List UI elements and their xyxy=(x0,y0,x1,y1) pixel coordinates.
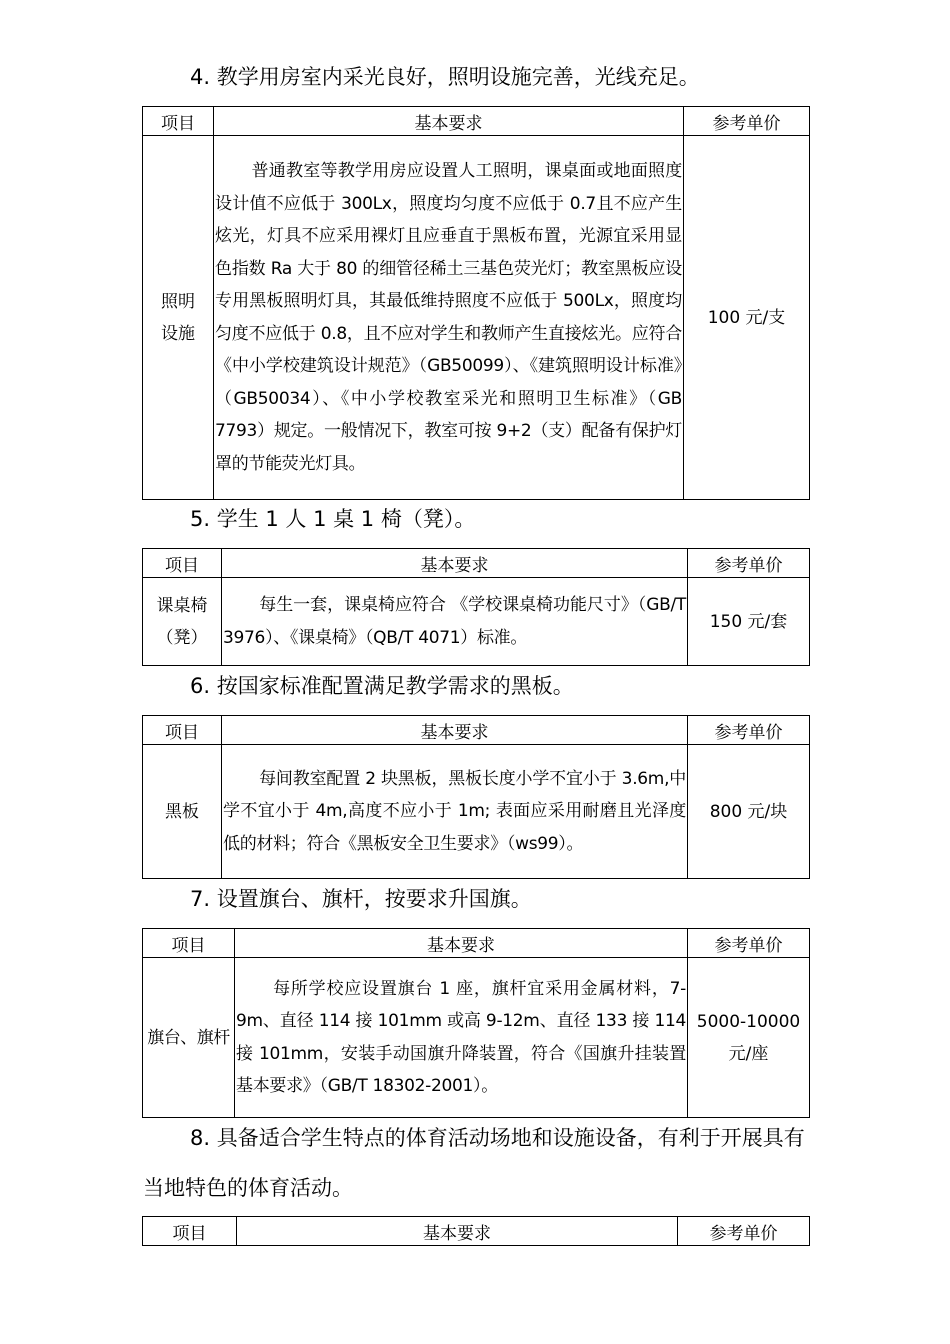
header-price: 参考单价 xyxy=(684,107,810,136)
header-item: 项目 xyxy=(143,107,214,136)
item-cell: 旗台、旗杆 xyxy=(143,958,235,1118)
price-cell: 800 元/块 xyxy=(688,745,810,879)
requirement-cell xyxy=(214,136,684,500)
header-item: 项目 xyxy=(143,716,222,745)
header-price: 参考单价 xyxy=(688,929,810,958)
table-header-row xyxy=(143,716,810,745)
item-cell: 黑板 xyxy=(143,745,222,879)
header-item: 项目 xyxy=(143,929,235,958)
price-cell: 100 元/支 xyxy=(684,136,810,500)
header-item: 项目 xyxy=(143,549,222,578)
header-price: 参考单价 xyxy=(678,1217,810,1246)
table-row xyxy=(143,578,810,666)
requirement-text: 普通教室等教学用房应设置人工照明，课桌面或地面照度设计值不应低于 300Lx，照度均匀度不应低于 0.7且不应产生炫光，灯具不应采用裸灯且应垂直于黑板布置，光源宜采用显色指数 Ra 大于 80 的细管径稀土三基色荧光灯；教室黑板应设专用黑板照明灯具，其最低维持照度不应低于 500Lx，照度均匀度不应低于 0.8，且不应对学生和教师产生直接炫光。应符合《中小学校建筑设计规范》（GB50099）、《建筑照明设计标准》（GB50034）、《中小学校教室采光和照明卫生标准》（GB 7793）规定。一般情况下，教室可按 9+2（支）配备有保护灯罩的节能荧光灯具。 xyxy=(215,161,682,474)
requirement-cell xyxy=(235,958,688,1118)
header-requirement: 基本要求 xyxy=(235,929,688,958)
table-header-row xyxy=(143,929,810,958)
table-row xyxy=(143,136,810,500)
table-row xyxy=(143,958,810,1118)
sports-table xyxy=(142,1216,810,1246)
requirement-text: 每间教室配置 2 块黑板，黑板长度小学不宜小于 3.6m,中学不宜小于 4m,高度不应小于 1m; 表面应采用耐磨且光泽度低的材料；符合《黑板安全卫生要求》（ws99）。 xyxy=(223,768,686,854)
header-price: 参考单价 xyxy=(688,549,810,578)
table-row xyxy=(143,745,810,879)
header-requirement: 基本要求 xyxy=(214,107,684,136)
requirement-text: 每所学校应设置旗台 1 座，旗杆宜采用金属材料，7-9m、直径 114 接 101mm 或高 9-12m、直径 133 接 114 接 101mm，安装手动国旗升降装置，符合《国旗升挂装置基本要求》（GB/T 18302-2001）。 xyxy=(236,978,686,1096)
item-cell: 课桌椅 （凳） xyxy=(143,578,222,666)
section-5-heading: 5. 学生 1 人 1 桌 1 椅（凳）。 xyxy=(190,507,476,531)
header-requirement: 基本要求 xyxy=(237,1217,678,1246)
requirement-text: 每生一套，课桌椅应符合 《学校课桌椅功能尺寸》（GB/T 3976）、《课桌椅》（QB/T 4071）标准。 xyxy=(223,595,686,648)
requirement-cell xyxy=(222,745,688,879)
section-4-heading: 4. 教学用房室内采光良好，照明设施完善，光线充足。 xyxy=(190,65,700,89)
price-cell: 5000-10000 元/座 xyxy=(688,958,810,1118)
table-header-row xyxy=(143,1217,810,1246)
header-requirement: 基本要求 xyxy=(222,549,688,578)
table-header-row xyxy=(143,549,810,578)
header-price: 参考单价 xyxy=(688,716,810,745)
flagpole-table xyxy=(142,928,810,1118)
lighting-table xyxy=(142,106,810,500)
header-requirement: 基本要求 xyxy=(222,716,688,745)
table-header-row xyxy=(143,107,810,136)
price-cell: 150 元/套 xyxy=(688,578,810,666)
item-cell: 照明 设施 xyxy=(143,136,214,500)
desk-chair-table xyxy=(142,548,810,666)
section-6-heading: 6. 按国家标准配置满足教学需求的黑板。 xyxy=(190,674,574,698)
header-item: 项目 xyxy=(143,1217,237,1246)
requirement-cell xyxy=(222,578,688,666)
section-8-heading: 8. 具备适合学生特点的体育活动场地和设施设备，有利于开展具有当地特色的体育活动。 xyxy=(143,1126,805,1200)
blackboard-table xyxy=(142,715,810,879)
section-7-heading: 7. 设置旗台、旗杆，按要求升国旗。 xyxy=(190,887,532,911)
